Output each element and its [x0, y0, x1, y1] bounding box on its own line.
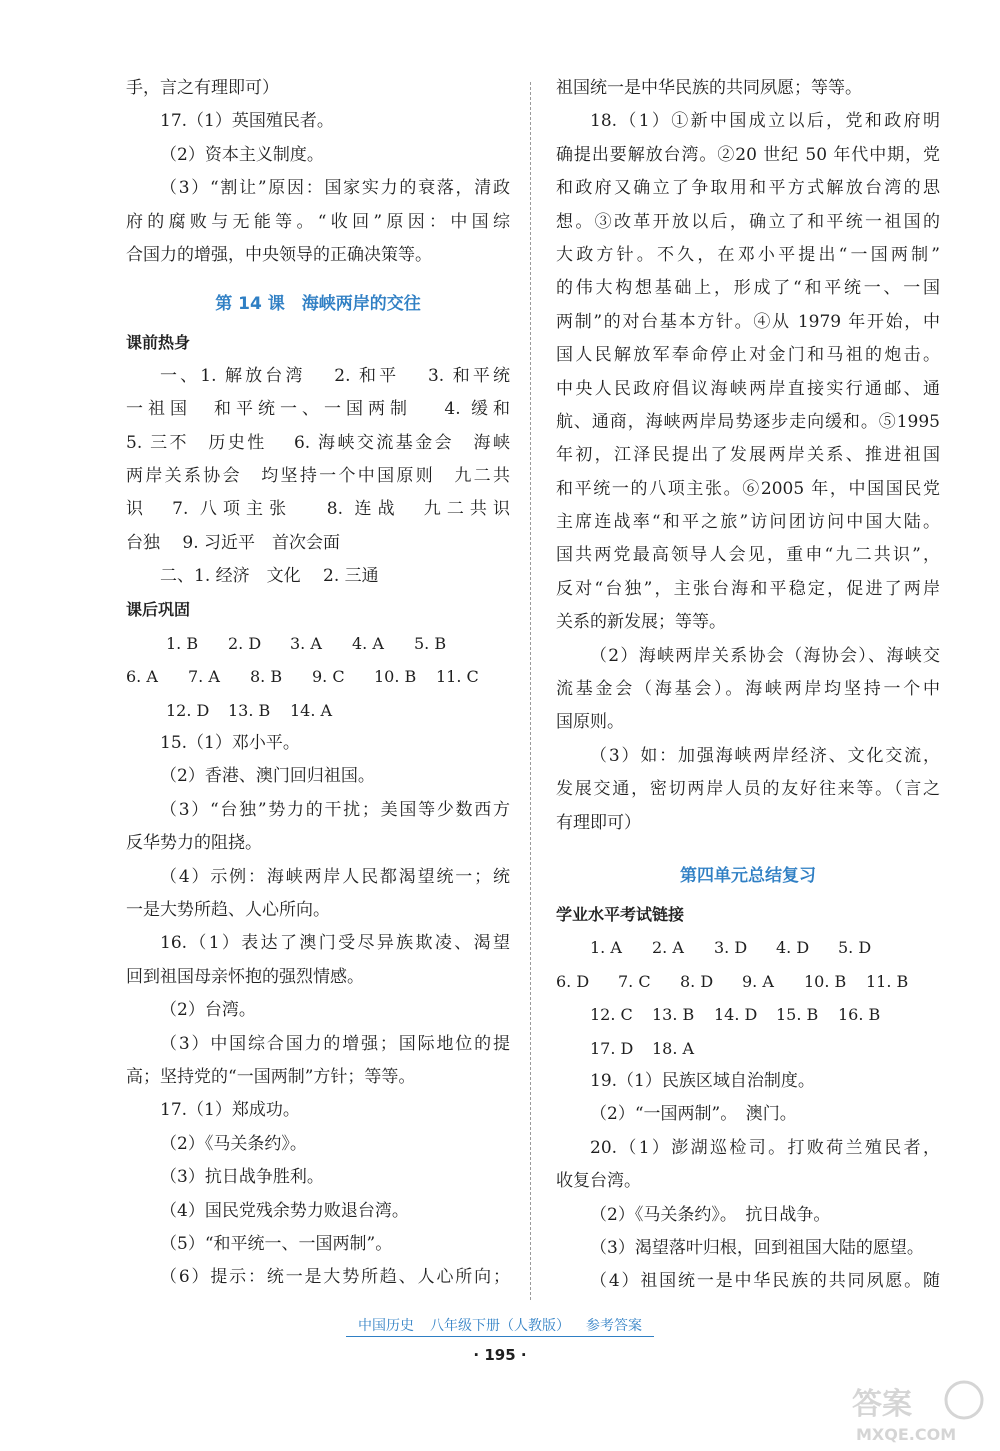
answer-line: （5）“和平统一、一国两制”。	[160, 1233, 393, 1254]
mc-answer: 9. A	[742, 971, 774, 991]
section-title-exam: 学业水平考试链接	[556, 904, 685, 924]
mc-answer: 10. B	[804, 971, 847, 991]
answer-line: 一是大势所趋、人心所向。	[126, 899, 330, 920]
answer-line: 两岸关系协会 均坚持一个中国原则 九二共	[126, 465, 510, 486]
answer-line: （2）香港、澳门回归祖国。	[160, 766, 375, 787]
answer-line: 中央人民政府倡议海峡两岸直接实行通邮、通	[556, 378, 940, 399]
answer-line: （3）“台独”势力的干扰；美国等少数西方	[160, 799, 510, 820]
answer-line: 反华势力的阻挠。	[126, 833, 262, 854]
watermark-logo	[846, 1376, 986, 1446]
mc-answer: 11. B	[866, 971, 909, 991]
answer-line: 国人民解放军奉命停止对金门和马祖的炮击。	[556, 345, 940, 366]
mc-answer: 13. B	[652, 1005, 695, 1025]
answer-line: 和政府又确立了争取用和平方式解放台湾的思	[556, 178, 940, 199]
answer-line: （4）国民党残余势力败退台湾。	[160, 1200, 409, 1221]
answer-line: 反对“台独”，主张台海和平稳定，促进了两岸	[556, 578, 940, 599]
mc-answer: 3. D	[714, 938, 748, 958]
answer-line: 台独 9. 习近平 首次会面	[126, 532, 341, 553]
answer-line: 回到祖国母亲怀抱的强烈情感。	[126, 966, 364, 987]
mc-answer: 12. D	[166, 700, 210, 720]
section-title-pre-class: 课前热身	[126, 333, 191, 353]
answer-line: 发展交通，密切两岸人员的友好往来等。（言之	[556, 779, 940, 800]
mc-answer: 9. C	[312, 667, 345, 687]
footer-subject: 中国历史	[358, 1318, 414, 1334]
answer-line: 大政方针。不久，在邓小平提出“一国两制”	[556, 244, 940, 265]
answer-line: （6）提示：统一是大势所趋、人心所向；	[160, 1267, 510, 1288]
mc-answer: 13. B	[228, 700, 271, 720]
answer-line: （3）渴望落叶归根，回到祖国大陆的愿望。	[590, 1237, 924, 1258]
answer-line: 高；坚持党的“一国两制”方针；等等。	[126, 1066, 416, 1087]
answer-line: 和平统一的八项主张。⑥2005 年，中国国民党	[556, 478, 940, 499]
answer-line: （2）台湾。	[160, 1000, 256, 1021]
answer-line: 关系的新发展；等等。	[556, 612, 726, 633]
footer-label	[346, 1315, 654, 1337]
answer-line: 一、1. 解放台湾 2. 和平 3. 和平统	[160, 365, 510, 386]
answer-line: （2）“一国两制”。 澳门。	[590, 1104, 797, 1125]
right-column	[556, 72, 940, 1299]
answer-line: 年初，江泽民提出了发展两岸关系、推进祖国	[556, 445, 940, 466]
answer-line: （3）“割让”原因：国家实力的衰落，清政	[160, 178, 510, 199]
answer-line: 国共两党最高领导人会见，重申“九二共识”，	[556, 545, 940, 566]
mc-answer: 4. A	[352, 633, 384, 653]
mc-answer-row	[126, 694, 510, 727]
answer-line: 府的腐败与无能等。“收回”原因：中国综	[126, 211, 510, 232]
answer-line: 流基金会（海基会）。海峡两岸均坚持一个中	[556, 679, 940, 700]
mc-answer: 2. D	[228, 633, 262, 653]
answer-line: 合国力的增强，中央领导的正确决策等。	[126, 244, 432, 265]
mc-answer: 2. A	[652, 938, 684, 958]
mc-answer: 7. C	[618, 971, 651, 991]
answer-line: 二、1. 经济 文化 2. 三通	[160, 566, 379, 587]
answer-line: （2）资本主义制度。	[160, 144, 324, 165]
mc-answer: 5. D	[838, 938, 872, 958]
mc-answer-row	[126, 660, 510, 693]
answer-line: 有理即可）	[556, 812, 641, 833]
answer-line: 20.（1）澎湖巡检司。打败荷兰殖民者，	[590, 1137, 940, 1158]
page-footer	[0, 1315, 1000, 1337]
mc-answer: 18. A	[652, 1038, 695, 1058]
mc-answer: 1. A	[590, 938, 622, 958]
answer-line: 5. 三不 历史性 6. 海峡交流基金会 海峡	[126, 432, 510, 453]
answer-line: 祖国统一是中华民族的共同夙愿；等等。	[556, 78, 862, 98]
answer-line: 16.（1）表达了澳门受尽异族欺凌、渴望	[160, 933, 510, 954]
footer-section: 参考答案	[586, 1318, 642, 1334]
mc-answer: 14. A	[290, 700, 333, 720]
mc-answer: 4. D	[776, 938, 810, 958]
answer-line: 18.（1）①新中国成立以后，党和政府明	[590, 111, 940, 132]
answer-line: 确提出要解放台湾。②20 世纪 50 年代中期，党	[556, 144, 940, 165]
watermark-url: MXQE.COM	[856, 1425, 957, 1444]
mc-answer: 5. B	[414, 633, 447, 653]
mc-answer: 6. A	[126, 667, 158, 687]
answer-line: （2）海峡两岸关系协会（海协会）、海峡交	[590, 645, 940, 666]
answer-line: 19.（1）民族区域自治制度。	[590, 1070, 815, 1091]
mc-answer-row	[126, 627, 510, 660]
mc-answer: 14. D	[714, 1005, 758, 1025]
section-title-post-class: 课后巩固	[126, 600, 191, 620]
answer-line: 两制”的对台基本方针。④从 1979 年开始，中	[556, 311, 940, 332]
left-column	[126, 72, 510, 1295]
mc-answer-row	[556, 931, 940, 964]
lesson-title: 第 14 课 海峡两岸的交往	[215, 294, 421, 315]
mc-answer: 12. C	[590, 1005, 633, 1025]
answer-line: （4）祖国统一是中华民族的共同夙愿。随	[590, 1271, 940, 1292]
answer-line: 手，言之有理即可）	[126, 78, 279, 98]
answer-line: （3）抗日战争胜利。	[160, 1167, 324, 1188]
mc-answer: 6. D	[556, 971, 590, 991]
answer-line: 17.（1）郑成功。	[160, 1100, 300, 1121]
mc-answer: 1. B	[166, 633, 199, 653]
footer-grade: 八年级下册（人教版）	[430, 1318, 570, 1334]
answer-line: （3）中国综合国力的增强；国际地位的提	[160, 1033, 510, 1054]
mc-answer: 10. B	[374, 667, 417, 687]
column-divider	[530, 82, 531, 1300]
mc-answer-row	[556, 998, 940, 1031]
answer-line: 收复台湾。	[556, 1171, 641, 1192]
answer-line: 主席连战率“和平之旅”访问团访问中国大陆。	[556, 512, 940, 533]
mc-answer-row	[556, 965, 940, 998]
mc-answer: 3. A	[290, 633, 322, 653]
mc-answer: 8. D	[680, 971, 714, 991]
answer-line: （2）《马关条约》。 抗日战争。	[590, 1204, 831, 1225]
mc-answer: 16. B	[838, 1005, 881, 1025]
answer-line: 的伟大构想基础上，形成了“和平统一、一国	[556, 278, 940, 299]
answer-line: （2）《马关条约》。	[160, 1133, 307, 1154]
answer-line: （4）示例：海峡两岸人民都渴望统一；统	[160, 866, 510, 887]
answer-line: 航、通商，海峡两岸局势逐步走向缓和。⑤1995	[556, 411, 940, 432]
watermark-text: 答案	[852, 1387, 912, 1422]
answer-line: 一祖国 和平统一、一国两制 4. 缓和	[126, 399, 510, 420]
mc-answer: 8. B	[250, 667, 283, 687]
mc-answer: 15. B	[776, 1005, 819, 1025]
answer-line: （3）如：加强海峡两岸经济、文化交流，	[590, 745, 940, 766]
answer-line: 15.（1）邓小平。	[160, 733, 300, 754]
mc-answer: 17. D	[590, 1038, 634, 1058]
mc-answer-row	[556, 1032, 940, 1065]
answer-line: 国原则。	[556, 712, 624, 733]
mc-answer: 11. C	[436, 667, 479, 687]
unit-title: 第四单元总结复习	[680, 865, 816, 886]
mc-answer: 7. A	[188, 667, 220, 687]
answer-line: 想。③改革开放以后，确立了和平统一祖国的	[556, 211, 940, 232]
answer-line: 识 7. 八项主张 8. 连战 九二共识	[126, 499, 510, 520]
page-number: · 195 ·	[473, 1346, 527, 1364]
answer-line: 17.（1）英国殖民者。	[160, 111, 334, 132]
